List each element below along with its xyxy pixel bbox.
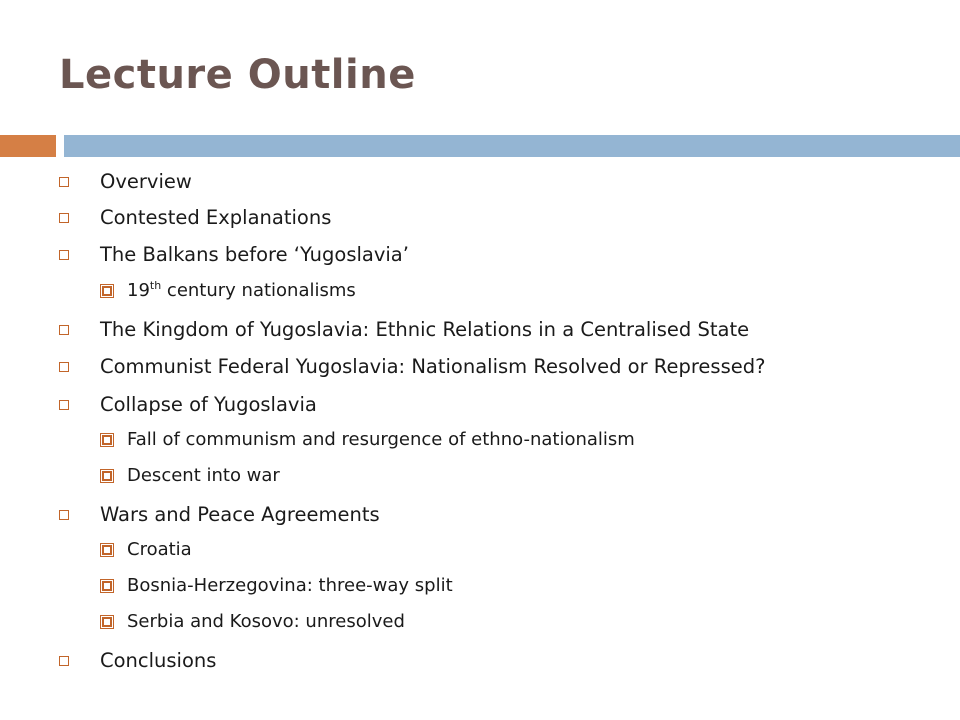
outline-item-wars (59, 503, 380, 526)
outline-subitem-fall-of-communism (100, 429, 635, 450)
outline-item-text: Communist Federal Yugoslavia: Nationalism Resolved or Repressed? (100, 355, 766, 378)
outline-subitem-croatia (100, 539, 192, 560)
outline-item-text: Wars and Peace Agreements (100, 503, 380, 526)
filled-square-bullet-icon (102, 581, 112, 591)
outline-subitem-text: Fall of communism and resurgence of ethno-nationalism (127, 429, 635, 450)
outline-item-text: Contested Explanations (100, 206, 332, 229)
square-bullet-icon (59, 250, 69, 260)
outline-item-text: The Kingdom of Yugoslavia: Ethnic Relations in a Centralised State (100, 318, 750, 341)
outline-item-contested-explanations (59, 206, 331, 229)
filled-square-bullet-icon (102, 617, 112, 627)
square-bullet-icon (59, 177, 69, 187)
filled-square-bullet-icon (102, 286, 112, 296)
outline-item-conclusions (59, 649, 216, 672)
outline-item-kingdom (59, 318, 749, 341)
square-bullet-icon (59, 510, 69, 520)
outline-item-collapse (59, 393, 317, 416)
square-bullet-icon (59, 400, 69, 410)
outline-subitem-text: Bosnia-Herzegovina: three-way split (127, 575, 453, 596)
outline-item-text: Conclusions (100, 649, 217, 672)
outline-subitem-text: Croatia (127, 539, 192, 560)
outline-subitem-descent-into-war (100, 465, 280, 486)
square-bullet-icon (59, 656, 69, 666)
outline-item-text: Overview (100, 170, 192, 193)
outline-subitem-19th-century (100, 280, 356, 301)
filled-square-bullet-icon (102, 545, 112, 555)
filled-square-bullet-icon (102, 471, 112, 481)
outline-item-balkans (59, 243, 409, 266)
outline-subitem-serbia-kosovo (100, 611, 405, 632)
outline-subitem-text: Descent into war (127, 465, 280, 486)
outline-subitem-text: 19th century nationalisms (127, 279, 356, 301)
outline-subitem-bosnia (100, 575, 453, 596)
square-bullet-icon (59, 325, 69, 335)
outline-item-communist (59, 355, 765, 378)
square-bullet-icon (59, 213, 69, 223)
filled-square-bullet-icon (102, 435, 112, 445)
square-bullet-icon (59, 362, 69, 372)
outline-item-text: The Balkans before ‘Yugoslavia’ (100, 243, 409, 266)
outline-subitem-text: Serbia and Kosovo: unresolved (127, 611, 405, 632)
slide-title: Lecture Outline (59, 52, 416, 98)
outline-item-text: Collapse of Yugoslavia (100, 393, 317, 416)
outline-item-overview (59, 170, 192, 193)
